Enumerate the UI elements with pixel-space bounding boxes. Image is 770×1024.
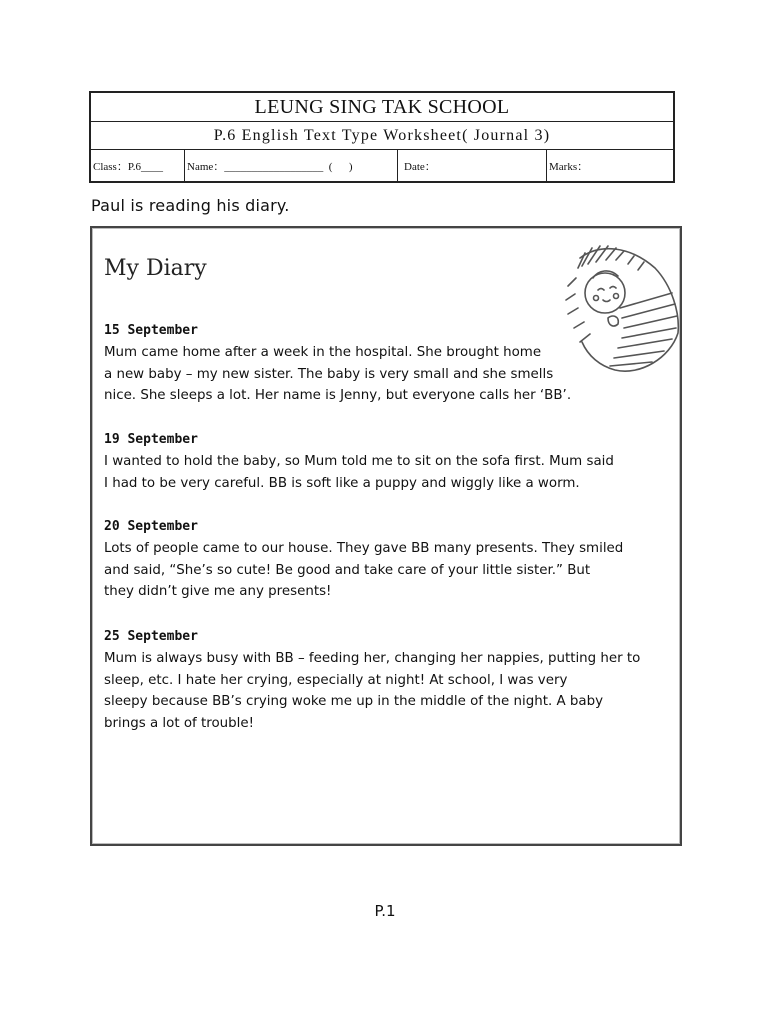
diary-box (90, 226, 682, 846)
page-number: P.1 (374, 902, 396, 920)
entry-line: sleep, etc. I hate her crying, especially at night! At school, I was very (104, 672, 568, 688)
entry-date: 20 September (104, 519, 198, 534)
entry-line: I wanted to hold the baby, so Mum told me to sit on the sofa first. Mum said (104, 453, 614, 469)
entry-line: they didn’t give me any presents! (104, 584, 332, 600)
entry-line: Mum is always busy with BB – feeding her, changing her nappies, putting her to (104, 650, 641, 666)
info-row (91, 150, 673, 181)
entry-date: 15 September (104, 323, 198, 338)
entry-date: 25 September (104, 629, 198, 644)
entry-line: I had to be very careful. BB is soft like a puppy and wiggly like a worm. (104, 475, 580, 491)
diary-entry-2 (104, 429, 614, 494)
entry-line: a new baby – my new sister. The baby is very small and she smells (104, 366, 554, 382)
header-table (89, 91, 675, 183)
entry-date: 19 September (104, 432, 198, 447)
diary-entry-1 (104, 320, 574, 407)
intro-text: Paul is reading his diary. (91, 196, 290, 215)
entry-line: brings a lot of trouble! (104, 716, 254, 732)
date-field[interactable]: Date： (398, 150, 547, 181)
name-field[interactable]: Name：__________________ ( ) (185, 150, 398, 181)
class-field[interactable]: Class：P.6____ (91, 150, 185, 181)
worksheet-title: P.6 English Text Type Worksheet( Journal 3) (91, 122, 673, 150)
diary-title: My Diary (104, 256, 207, 281)
entry-line: Mum came home after a week in the hospital. She brought home (104, 344, 542, 360)
marks-field: Marks： (549, 160, 589, 173)
school-name: LEUNG SING TAK SCHOOL (91, 93, 673, 122)
entry-line: and said, “She’s so cute! Be good and take care of your little sister.” But (104, 562, 591, 578)
diary-entry-4 (104, 626, 640, 735)
diary-entry-3 (104, 516, 623, 603)
entry-line: nice. She sleeps a lot. Her name is Jenny, but everyone calls her ‘BB’. (104, 388, 572, 404)
entry-line: sleepy because BB’s crying woke me up in the middle of the night. A baby (104, 694, 604, 710)
entry-line: Lots of people came to our house. They gave BB many presents. They smiled (104, 540, 624, 556)
swaddled-baby-icon (560, 238, 684, 378)
